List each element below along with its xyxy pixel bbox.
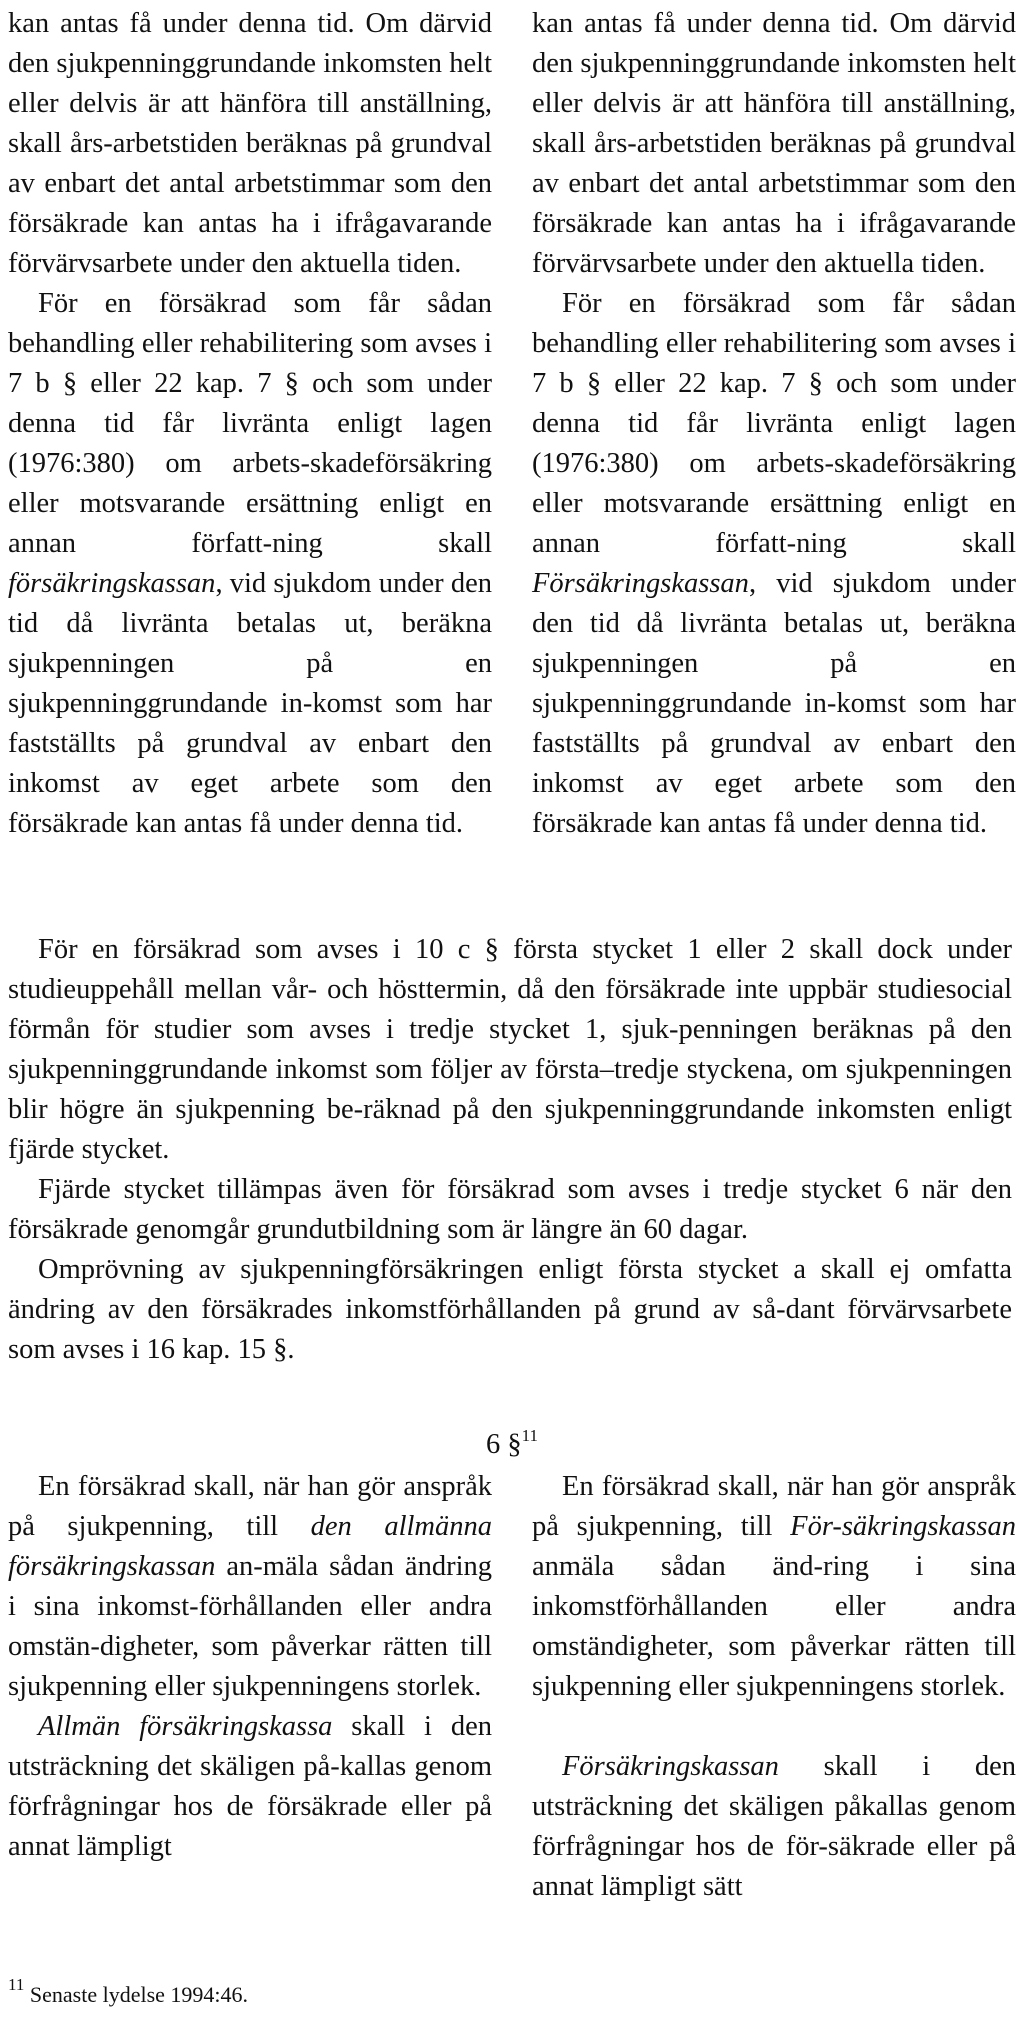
- section-heading: 6 §$^{11}$: [486, 1426, 538, 1460]
- right-column-bottom: [532, 1467, 1016, 1907]
- footnote: $^{11}$ Senaste lydelse 1994:46.: [8, 1975, 249, 2007]
- paragraph: Omprövning av sjukpenningförsäkringen enligt första stycket a skall ej omfatta ändring av den försäkrades inkomstförhållanden på grund av så-dant förvärvsarbete som avses i 16 kap. 15 §.: [8, 1254, 1012, 1365]
- left-column-bottom: [8, 1467, 492, 1867]
- left-column-top: [8, 4, 492, 844]
- paragraph: För en försäkrad som avses i 10 c § första stycket 1 eller 2 skall dock under studieuppehåll mellan vår- och hösttermin, då den försäkrade inte uppbär studiesocial förmån för studier som avses i tredje stycket 1, sjuk-penningen beräknas på den sjukpenninggrundande inkomst som följer av första–tredje styckena, om sjukpenningen blir högre än sjukpenning be-räknad på den sjukpenninggrundande inkomsten enligt fjärde stycket.: [8, 934, 1012, 1165]
- paragraph: kan antas få under denna tid. Om därvid den sjukpenninggrundande inkomsten helt eller delvis är att hänföra till anställning, skall års-arbetstiden beräknas på grundval av enbart det antal arbetstimmar som den försäkrade kan antas ha i ifrågavarande förvärvsarbete under den aktuella tiden.: [532, 8, 1016, 279]
- paragraph: kan antas få under denna tid. Om därvid den sjukpenninggrundande inkomsten helt eller delvis är att hänföra till anställning, skall års-arbetstiden beräknas på grundval av enbart det antal arbetstimmar som den försäkrade kan antas ha i ifrågavarande förvärvsarbete under den aktuella tiden.: [8, 8, 492, 279]
- paragraph: Försäkringskassan skall i den utsträckning det skäligen påkallas genom förfrågningar hos de för-säkrade eller på annat lämpligt sätt: [532, 1751, 1016, 1902]
- full-width-text: [8, 930, 1012, 1370]
- right-column-top: [532, 4, 1016, 844]
- footnote-ref: 11: [521, 1426, 538, 1445]
- paragraph: För en försäkrad som får sådan behandling eller rehabilitering som avses i 7 b § eller 22 kap. 7 § och som under denna tid får livränta enligt lagen (1976:380) om arbets-skadeförsäkring eller motsvarande ersättning enligt en annan författ-ning skall Försäkringskassan, vid sjukdom under den tid då livränta betalas ut, beräkna sjukpenningen på en sjukpenninggrundande in-komst som har fastställts på grundval av enbart den inkomst av eget arbete som den försäkrade kan antas få under denna tid.: [532, 288, 1016, 839]
- paragraph: En försäkrad skall, när han gör anspråk på sjukpenning, till den allmänna försäkringskassan an-mäla sådan ändring i sina inkomst-förhållanden eller andra omstän-digheter, som påverkar rätten till sjukpenning eller sjukpenningens storlek.: [8, 1471, 492, 1702]
- paragraph: Allmän försäkringskassa skall i den utsträckning det skäligen på-kallas genom förfrågningar hos de försäkrade eller på annat lämpligt: [8, 1711, 492, 1862]
- paragraph: För en försäkrad som får sådan behandling eller rehabilitering som avses i 7 b § eller 22 kap. 7 § och som under denna tid får livränta enligt lagen (1976:380) om arbets-skadeförsäkring eller motsvarande ersättning enligt en annan författ-ning skall försäkringskassan, vid sjukdom under den tid då livränta betalas ut, beräkna sjukpenningen på en sjukpenninggrundande in-komst som har fastställts på grundval av enbart den inkomst av eget arbete som den försäkrade kan antas få under denna tid.: [8, 288, 492, 839]
- paragraph: Fjärde stycket tillämpas även för försäkrad som avses i tredje stycket 6 när den försäkrade genomgår grundutbildning som är längre än 60 dagar.: [8, 1174, 1012, 1245]
- paragraph: En försäkrad skall, när han gör anspråk på sjukpenning, till För-säkringskassan anmäla sådan änd-ring i sina inkomstförhållanden eller andra omständigheter, som påverkar rätten till sjukpenning eller sjukpenningens storlek.: [532, 1471, 1016, 1702]
